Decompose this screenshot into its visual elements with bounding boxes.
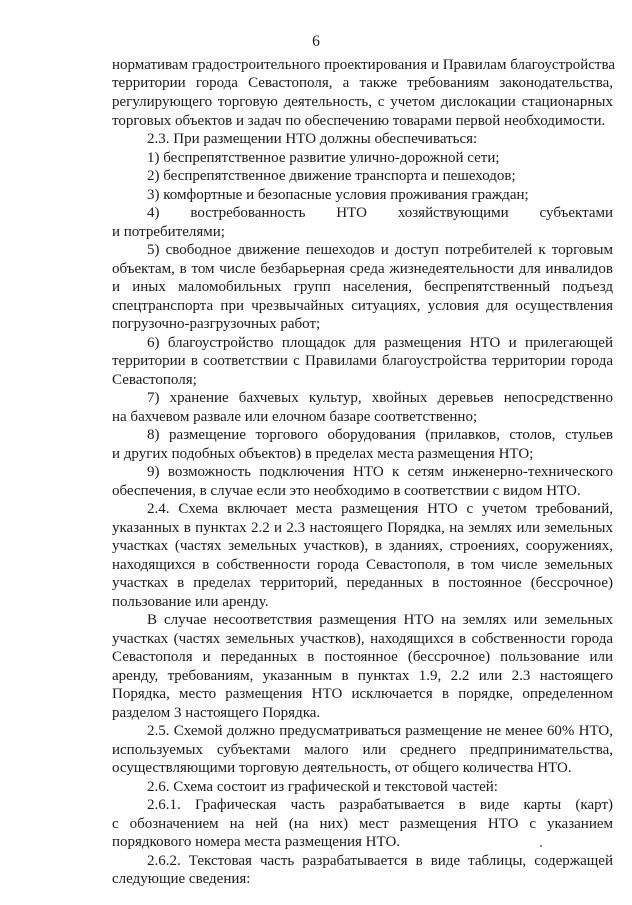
text-line: находящихся в собственности города Севастополя, в том числе земельных bbox=[112, 557, 613, 573]
text-line: территории в соответствии с Правилами благоустройства территории города bbox=[112, 353, 613, 369]
text-line: осуществляющими торговую деятельность, от общего количества НТО. bbox=[112, 760, 572, 776]
text-line: территории города Севастополя, а также требованиям законодательства, bbox=[112, 75, 613, 91]
text-line: Севастополя и переданных в постоянное (бессрочное) пользование или bbox=[112, 649, 613, 665]
text-line: на бахчевом развале или елочном базаре соответственно; bbox=[112, 409, 478, 425]
text-line: и других подобных объектов) в пределах места размещения НТО; bbox=[112, 446, 534, 462]
text-line: с обозначением на ней (на них) мест размещения НТО с указанием bbox=[112, 816, 613, 832]
text-line: регулирующего торговую деятельность, с учетом дислокации стационарных bbox=[112, 94, 613, 110]
text-line: и иных маломобильных групп населения, беспрепятственный подъезд bbox=[112, 279, 613, 295]
text-line: 9) возможность подключения НТО к сетям инженерно-технического bbox=[147, 464, 613, 480]
text-line: 5) свободное движение пешеходов и доступ потребителей к торговым bbox=[147, 242, 613, 258]
text-line: следующие сведения: bbox=[112, 871, 251, 887]
text-line: В случае несоответствия размещения НТО на землях или земельных bbox=[147, 612, 613, 628]
scan-speck bbox=[540, 845, 542, 847]
text-line: 3) комфортные и безопасные условия проживания граждан; bbox=[147, 187, 529, 203]
text-line: торговых объектов и задач по обеспечению товарами первой необходимости. bbox=[112, 113, 606, 129]
text-line: 2.4. Схема включает места размещения НТО с учетом требований, bbox=[147, 501, 613, 517]
text-line: 7) хранение бахчевых культур, хвойных деревьев непосредственно bbox=[147, 390, 613, 406]
text-line: участках в пределах территорий, переданных в постоянное (бессрочное) bbox=[112, 575, 613, 591]
text-line: Порядка, место размещения НТО исключается в порядке, определенном bbox=[112, 686, 613, 702]
text-line: пользование или аренду. bbox=[112, 594, 269, 610]
text-line: погрузочно-разгрузочных работ; bbox=[112, 316, 321, 332]
text-line: и потребителями; bbox=[112, 224, 225, 240]
text-line: 2) беспрепятственное движение транспорта и пешеходов; bbox=[147, 168, 516, 184]
text-line: 2.6.1. Графическая часть разрабатывается в виде карты (карт) bbox=[147, 797, 613, 813]
text-line: 2.6.2. Текстовая часть разрабатывается в виде таблицы, содержащей bbox=[147, 853, 613, 869]
text-line: 2.6. Схема состоит из графической и текстовой частей: bbox=[147, 779, 498, 795]
text-line: участках (частях земельных участков), в зданиях, строениях, сооружениях, bbox=[112, 538, 613, 554]
text-line: объектам, в том числе безбарьерная среда жизнедеятельности для инвалидов bbox=[112, 261, 613, 277]
text-line: порядкового номера места размещения НТО. bbox=[112, 834, 401, 850]
text-line: спецтранспорта при чрезвычайных ситуациях, условия для осуществления bbox=[112, 298, 613, 314]
text-line: 6) благоустройство площадок для размещения НТО и прилегающей bbox=[147, 335, 613, 351]
text-line: участках (частях земельных участков), находящихся в собственности города bbox=[112, 631, 613, 647]
text-line: разделом 3 настоящего Порядка. bbox=[112, 705, 321, 721]
text-line: 2.3. При размещении НТО должны обеспечиваться: bbox=[147, 131, 478, 147]
page-number: 6 bbox=[312, 33, 320, 50]
text-line: нормативам градостроительного проектирования и Правилам благоустройства bbox=[112, 57, 615, 73]
text-line: 4) востребованность НТО хозяйствующими субъектами bbox=[147, 205, 613, 221]
text-line: используемых субъектами малого или среднего предпринимательства, bbox=[112, 742, 613, 758]
text-line: 8) размещение торгового оборудования (прилавков, столов, стульев bbox=[147, 427, 613, 443]
text-line: Севастополя; bbox=[112, 372, 197, 388]
text-line: аренду, требованиям, указанным в пунктах 1.9, 2.2 или 2.3 настоящего bbox=[112, 668, 613, 684]
text-line: 1) беспрепятственное развитие улично-дорожной сети; bbox=[147, 150, 500, 166]
text-line: указанных в пунктах 2.2 и 2.3 настоящего Порядка, на землях или земельных bbox=[112, 520, 613, 536]
text-line: обеспечения, в случае если это необходимо в соответствии с видом НТО. bbox=[112, 483, 581, 499]
text-line: 2.5. Схемой должно предусматриваться размещение не менее 60% НТО, bbox=[147, 723, 613, 739]
